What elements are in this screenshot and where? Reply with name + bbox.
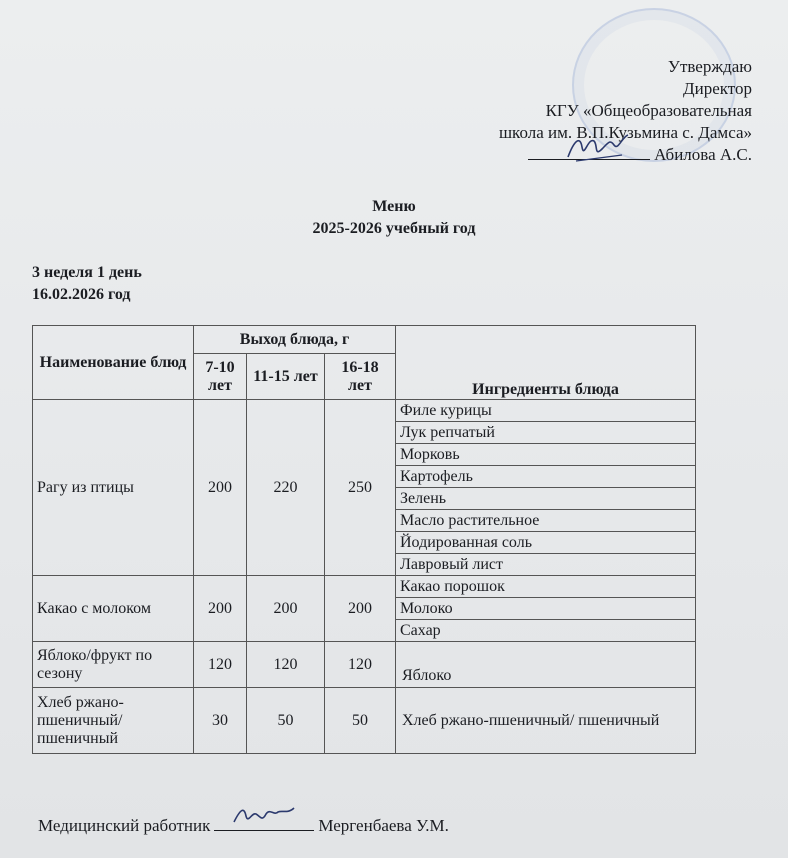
ingredient: Какао порошок (396, 576, 696, 598)
table-row (33, 688, 696, 754)
yield-16-18: 200 (325, 576, 396, 642)
ingredient: Молоко (396, 598, 696, 620)
ingredient: Хлеб ржано-пшеничный/ пшеничный (396, 688, 696, 754)
yield-11-15: 200 (247, 576, 325, 642)
director-name: Абилова А.С. (654, 145, 752, 164)
dish-name: Рагу из птицы (33, 400, 194, 576)
approval-line-4: школа им. В.П.Кузьмина с. Дамса» (498, 123, 752, 142)
ingredient: Йодированная соль (396, 532, 696, 554)
ingredient: Картофель (396, 466, 696, 488)
medical-worker-name: Мергенбаева У.М. (318, 816, 449, 835)
ingredient: Лук репчатый (396, 422, 696, 444)
header-ingredients: Ингредиенты блюда (396, 326, 696, 400)
table-row (33, 400, 696, 422)
yield-7-10: 30 (194, 688, 247, 754)
ingredient: Зелень (396, 488, 696, 510)
title-menu: Меню (372, 198, 416, 215)
ingredient: Масло растительное (396, 510, 696, 532)
dish-name: Яблоко/фрукт по сезону (33, 642, 194, 688)
table-row (33, 576, 696, 598)
ingredient: Лавровый лист (396, 554, 696, 576)
director-signature (564, 131, 634, 165)
yield-11-15: 120 (247, 642, 325, 688)
yield-11-15: 50 (247, 688, 325, 754)
ingredient: Морковь (396, 444, 696, 466)
footer-signature (38, 816, 449, 836)
yield-7-10: 200 (194, 576, 247, 642)
day-info (32, 262, 142, 306)
yield-16-18: 250 (325, 400, 396, 576)
approval-line-3: КГУ «Общеобразовательная (545, 101, 752, 120)
header-dish-name: Наименование блюд (33, 326, 194, 400)
ingredient: Яблоко (396, 642, 696, 688)
menu-table (32, 325, 696, 754)
medical-worker-label: Медицинский работник (38, 816, 211, 835)
approval-signature-row (499, 144, 752, 166)
yield-7-10: 200 (194, 400, 247, 576)
yield-11-15: 220 (247, 400, 325, 576)
header-yield: Выход блюда, г (194, 326, 396, 354)
header-age-16-18: 16-18 лет (325, 354, 396, 400)
medical-signature (232, 802, 298, 830)
approval-line-2: Директор (683, 79, 752, 98)
medical-signature-line (214, 816, 314, 831)
approval-line-1: Утверждаю (667, 57, 752, 76)
title-year: 2025-2026 учебный год (312, 220, 476, 237)
yield-7-10: 120 (194, 642, 247, 688)
yield-16-18: 120 (325, 642, 396, 688)
ingredient: Филе курицы (396, 400, 696, 422)
ingredient: Сахар (396, 620, 696, 642)
approval-block (499, 56, 752, 166)
menu-date: 16.02.2026 год (32, 286, 131, 303)
document-title (0, 196, 788, 240)
table-row (33, 642, 696, 688)
header-age-11-15: 11-15 лет (247, 354, 325, 400)
week-day: 3 неделя 1 день (32, 264, 142, 281)
dish-name: Хлеб ржано-пшеничный/ пшеничный (33, 688, 194, 754)
header-age-7-10: 7-10 лет (194, 354, 247, 400)
dish-name: Какао с молоком (33, 576, 194, 642)
yield-16-18: 50 (325, 688, 396, 754)
director-signature-line (528, 145, 650, 160)
